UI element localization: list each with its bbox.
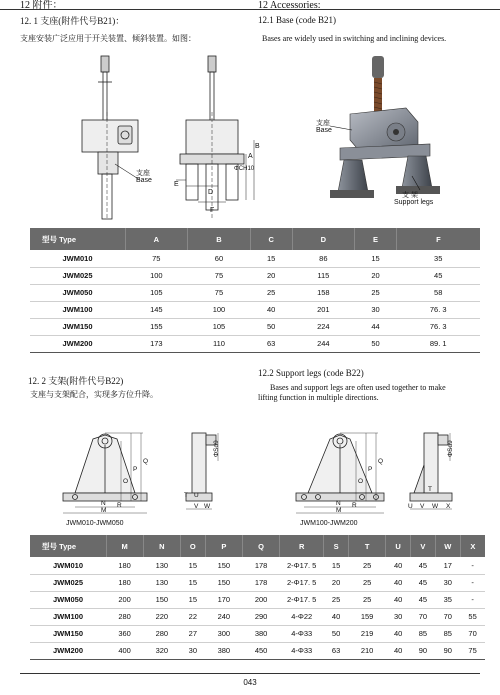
value-cell: 75 [188, 284, 251, 301]
value-cell: 320 [143, 642, 180, 659]
col-header: V [411, 535, 436, 557]
dim-label-sd9: ΦSd9 [213, 440, 220, 457]
dim-label-u: U [194, 492, 199, 499]
model-cell: JWM200 [30, 642, 106, 659]
value-cell: 2-Φ17. 5 [280, 557, 324, 574]
value-cell: 45 [411, 574, 436, 591]
value-cell: 180 [106, 574, 143, 591]
value-cell: 280 [106, 608, 143, 625]
value-cell: 15 [180, 591, 205, 608]
value-cell: 70 [460, 625, 485, 642]
model-cell: JWM100 [30, 301, 125, 318]
value-cell: 75 [125, 250, 188, 267]
col-header: 型号 Type [30, 228, 125, 250]
col-header: D [292, 228, 355, 250]
dim-label-q: Q [143, 458, 149, 465]
value-cell: 17 [435, 557, 460, 574]
value-cell: 200 [242, 591, 279, 608]
legs-drawing-side-large [406, 425, 466, 515]
value-cell: 173 [125, 335, 188, 352]
photo-base-label-en: Base [316, 127, 332, 134]
col-header: R [280, 535, 324, 557]
value-cell: 35 [435, 591, 460, 608]
photo-legs-label-en: Support legs [394, 199, 434, 206]
value-cell: 86 [292, 250, 355, 267]
table-row [30, 301, 480, 318]
value-cell: 100 [188, 301, 251, 318]
value-cell: 55 [460, 608, 485, 625]
value-cell: 45 [411, 557, 436, 574]
value-cell: 150 [143, 591, 180, 608]
value-cell: 25 [324, 591, 349, 608]
value-cell: 400 [106, 642, 143, 659]
value-cell: 90 [435, 642, 460, 659]
value-cell: 2-Φ17. 5 [280, 574, 324, 591]
value-cell: 158 [292, 284, 355, 301]
value-cell: 20 [324, 574, 349, 591]
value-cell: 105 [125, 284, 188, 301]
value-cell: 178 [242, 574, 279, 591]
value-cell: 220 [143, 608, 180, 625]
col-header: P [205, 535, 242, 557]
model-cell: JWM050 [30, 591, 106, 608]
value-cell: 155 [125, 318, 188, 335]
value-cell: 30 [435, 574, 460, 591]
value-cell: 115 [292, 267, 355, 284]
svg-text:N: N [336, 500, 341, 507]
legs-title-cn: 12. 2 支架(附件代号B22) [28, 376, 124, 386]
value-cell: 219 [349, 625, 386, 642]
bottom-rule [20, 673, 480, 674]
col-header: E [355, 228, 397, 250]
value-cell: 60 [188, 250, 251, 267]
value-cell: 240 [205, 608, 242, 625]
table-row [30, 284, 480, 301]
value-cell: 25 [349, 591, 386, 608]
table-header-row [30, 535, 485, 557]
value-cell: 145 [125, 301, 188, 318]
col-header: N [143, 535, 180, 557]
value-cell: 15 [180, 574, 205, 591]
value-cell: 22 [180, 608, 205, 625]
dim-label-d: D [208, 189, 214, 196]
dim-label-f: F [210, 207, 215, 214]
value-cell: 201 [292, 301, 355, 318]
value-cell: 130 [143, 557, 180, 574]
col-header: S [324, 535, 349, 557]
value-cell: 40 [386, 625, 411, 642]
col-header: 型号 Type [30, 535, 106, 557]
base-title-cn: 12. 1 支座(附件代号B21)： [20, 16, 125, 26]
model-cell: JWM025 [30, 267, 125, 284]
value-cell: 380 [242, 625, 279, 642]
value-cell: 50 [355, 335, 397, 352]
value-cell: - [460, 591, 485, 608]
caption-large-legs: JWM100-JWM200 [300, 520, 358, 527]
value-cell: 35 [396, 250, 480, 267]
value-cell: 50 [324, 625, 349, 642]
svg-text:Q: Q [378, 458, 384, 465]
dim-label-p: P [133, 466, 138, 473]
value-cell: 15 [180, 557, 205, 574]
value-cell: 30 [180, 642, 205, 659]
value-cell: - [460, 574, 485, 591]
value-cell: 15 [324, 557, 349, 574]
legs-desc-en-2: lifting function in multiple directions. [258, 393, 379, 402]
dim-label-e: E [174, 181, 179, 188]
value-cell: 25 [349, 574, 386, 591]
value-cell: 25 [250, 284, 292, 301]
value-cell: 110 [188, 335, 251, 352]
col-header: C [250, 228, 292, 250]
value-cell: 30 [355, 301, 397, 318]
value-cell: 244 [292, 335, 355, 352]
table-row [30, 625, 485, 642]
page-number: 043 [243, 678, 257, 687]
dim-label-v: V [194, 503, 199, 510]
base-callout-cn: 支座 [136, 170, 150, 177]
value-cell: 170 [205, 591, 242, 608]
base-desc-cn: 支座安装广泛应用于开关装置、倾斜装置。如图： [20, 34, 196, 43]
svg-text:R: R [352, 502, 357, 509]
table-row [30, 591, 485, 608]
svg-text:V: V [420, 503, 425, 510]
table-row [30, 267, 480, 284]
legs-title-en: 12.2 Support legs (code B22) [258, 368, 364, 378]
value-cell: 40 [250, 301, 292, 318]
value-cell: 63 [324, 642, 349, 659]
legs-desc-cn: 支座与支架配合，实现多方位升降。 [30, 390, 158, 399]
model-cell: JWM010 [30, 250, 125, 267]
table-row [30, 608, 485, 625]
dim-label-n: N [101, 500, 106, 507]
top-rule [0, 9, 500, 10]
dim-label-r: R [117, 502, 122, 509]
value-cell: 450 [242, 642, 279, 659]
value-cell: 40 [324, 608, 349, 625]
value-cell: 40 [386, 574, 411, 591]
value-cell: 27 [180, 625, 205, 642]
col-header: A [125, 228, 188, 250]
svg-text:T: T [428, 486, 432, 493]
value-cell: 50 [250, 318, 292, 335]
value-cell: 20 [250, 267, 292, 284]
col-header: U [386, 535, 411, 557]
table-row [30, 574, 485, 591]
value-cell: 360 [106, 625, 143, 642]
value-cell: 300 [205, 625, 242, 642]
legs-drawing-front-small [55, 425, 155, 515]
value-cell: 76. 3 [396, 301, 480, 318]
table-header-row [30, 228, 480, 250]
value-cell: 159 [349, 608, 386, 625]
value-cell: - [460, 557, 485, 574]
legs-dimension-table [30, 535, 485, 660]
value-cell: 70 [411, 608, 436, 625]
value-cell: 40 [386, 642, 411, 659]
dim-label-x: X [446, 503, 451, 510]
value-cell: 15 [250, 250, 292, 267]
value-cell: 150 [205, 557, 242, 574]
base-drawing-front [60, 52, 170, 222]
col-header: B [188, 228, 251, 250]
dim-label-b: B [255, 143, 260, 150]
base-title-en: 12.1 Base (code B21) [258, 15, 336, 25]
value-cell: 280 [143, 625, 180, 642]
value-cell: 40 [386, 557, 411, 574]
table-row [30, 642, 485, 659]
value-cell: 4-Φ33 [280, 625, 324, 642]
value-cell: 25 [349, 557, 386, 574]
value-cell: 200 [106, 591, 143, 608]
value-cell: 20 [355, 267, 397, 284]
svg-text:ΦSd9: ΦSd9 [447, 440, 454, 457]
base-desc-en: Bases are widely used in switching and inclining devices. [262, 34, 447, 43]
value-cell: 290 [242, 608, 279, 625]
value-cell: 130 [143, 574, 180, 591]
value-cell: 40 [386, 591, 411, 608]
svg-text:W: W [432, 503, 439, 510]
photo-base-label-cn: 支座 [316, 120, 330, 127]
col-header: O [180, 535, 205, 557]
value-cell: 63 [250, 335, 292, 352]
base-drawing-side [172, 52, 262, 222]
legs-drawing-front-large [290, 425, 390, 515]
value-cell: 58 [396, 284, 480, 301]
value-cell: 70 [435, 608, 460, 625]
col-header: M [106, 535, 143, 557]
model-cell: JWM200 [30, 335, 125, 352]
value-cell: 150 [205, 574, 242, 591]
value-cell: 45 [396, 267, 480, 284]
legs-desc-en-1: Bases and support legs are often used together to make [270, 383, 446, 392]
table-row [30, 318, 480, 335]
value-cell: 45 [411, 591, 436, 608]
dim-label-o: O [123, 478, 129, 485]
table-row [30, 335, 480, 352]
section-title-en: 12 Accessories: [258, 0, 321, 11]
value-cell: 4-Φ22 [280, 608, 324, 625]
col-header: F [396, 228, 480, 250]
svg-text:M: M [336, 507, 342, 514]
model-cell: JWM025 [30, 574, 106, 591]
dim-label-c: ΦCH10 [234, 166, 255, 172]
photo-legs-label-cn: 支 架 [402, 192, 418, 199]
value-cell: 44 [355, 318, 397, 335]
value-cell: 380 [205, 642, 242, 659]
model-cell: JWM150 [30, 625, 106, 642]
value-cell: 89. 1 [396, 335, 480, 352]
col-header: Q [242, 535, 279, 557]
value-cell: 2-Φ17. 5 [280, 591, 324, 608]
value-cell: 30 [386, 608, 411, 625]
model-cell: JWM150 [30, 318, 125, 335]
base-callout-en: Base [136, 177, 152, 184]
value-cell: 85 [435, 625, 460, 642]
model-cell: JWM010 [30, 557, 106, 574]
value-cell: 15 [355, 250, 397, 267]
model-cell: JWM050 [30, 284, 125, 301]
value-cell: 100 [125, 267, 188, 284]
dim-label-a: A [248, 153, 253, 160]
value-cell: 178 [242, 557, 279, 574]
value-cell: 105 [188, 318, 251, 335]
value-cell: 25 [355, 284, 397, 301]
dim-label-t: T [184, 492, 188, 499]
table-row [30, 557, 485, 574]
value-cell: 76. 3 [396, 318, 480, 335]
table-row [30, 250, 480, 267]
col-header: W [435, 535, 460, 557]
value-cell: 180 [106, 557, 143, 574]
svg-text:P: P [368, 466, 373, 473]
value-cell: 90 [411, 642, 436, 659]
value-cell: 75 [188, 267, 251, 284]
model-cell: JWM100 [30, 608, 106, 625]
dim-label-m: M [101, 507, 107, 514]
value-cell: 4-Φ33 [280, 642, 324, 659]
col-header: T [349, 535, 386, 557]
svg-text:U: U [408, 503, 413, 510]
value-cell: 224 [292, 318, 355, 335]
legs-drawing-side-small [178, 425, 228, 515]
value-cell: 85 [411, 625, 436, 642]
value-cell: 210 [349, 642, 386, 659]
value-cell: 75 [460, 642, 485, 659]
caption-small-legs: JWM010-JWM050 [66, 520, 124, 527]
base-dimension-table [30, 228, 480, 353]
section-title-cn: 12 附件： [20, 0, 63, 11]
svg-text:O: O [358, 478, 364, 485]
col-header: X [460, 535, 485, 557]
dim-label-w: W [204, 503, 211, 510]
